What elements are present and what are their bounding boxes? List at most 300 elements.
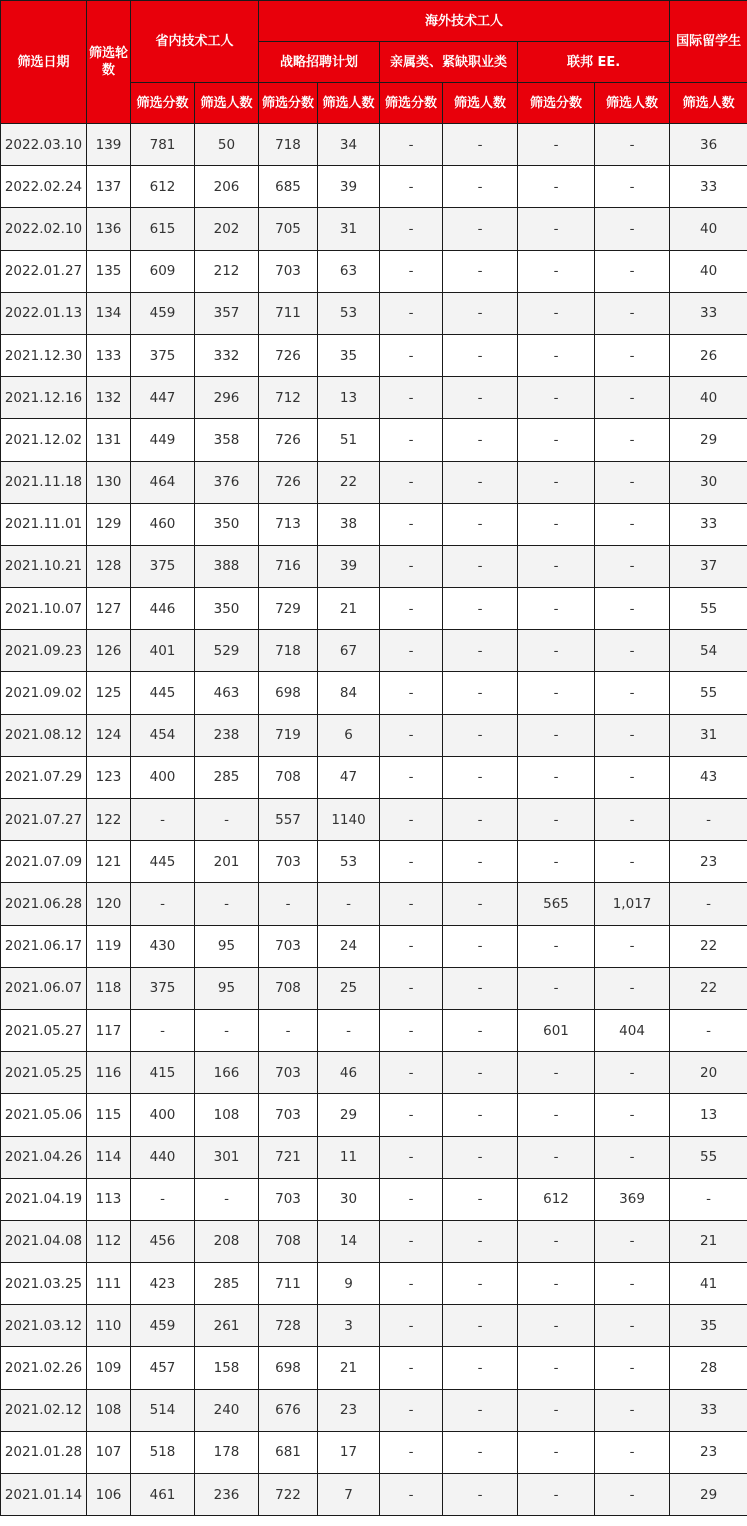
cell-family-score: - [380, 1052, 443, 1094]
header-score: 筛选分数 [131, 83, 195, 124]
cell-family-count: - [443, 841, 518, 883]
table-row [1, 1431, 747, 1473]
cell-international-count: 29 [670, 419, 747, 461]
cell-provincial-count: 463 [195, 672, 259, 714]
table-row [1, 1389, 747, 1431]
cell-provincial-count: 202 [195, 208, 259, 250]
cell-strategic-count: 21 [318, 588, 380, 630]
cell-date: 2022.01.27 [1, 250, 87, 292]
cell-family-score: - [380, 545, 443, 587]
cell-round: 122 [87, 799, 131, 841]
header-score: 筛选分数 [380, 83, 443, 124]
cell-strategic-count: 47 [318, 756, 380, 798]
cell-date: 2021.06.07 [1, 967, 87, 1009]
cell-round: 129 [87, 503, 131, 545]
cell-strategic-count: 23 [318, 1389, 380, 1431]
cell-date: 2021.11.18 [1, 461, 87, 503]
cell-provincial-score: - [131, 883, 195, 925]
cell-family-count: - [443, 1347, 518, 1389]
cell-provincial-score: 457 [131, 1347, 195, 1389]
cell-federal-ee-score: - [518, 377, 595, 419]
cell-strategic-count: 11 [318, 1136, 380, 1178]
cell-strategic-score: 726 [259, 461, 318, 503]
cell-date: 2021.12.02 [1, 419, 87, 461]
cell-federal-ee-score: - [518, 925, 595, 967]
cell-round: 127 [87, 588, 131, 630]
cell-date: 2021.01.28 [1, 1431, 87, 1473]
cell-provincial-score: 445 [131, 841, 195, 883]
cell-date: 2021.04.08 [1, 1220, 87, 1262]
cell-federal-ee-count: - [595, 756, 670, 798]
cell-round: 109 [87, 1347, 131, 1389]
cell-date: 2021.02.12 [1, 1389, 87, 1431]
cell-date: 2021.10.21 [1, 545, 87, 587]
cell-family-count: - [443, 1305, 518, 1347]
table-row [1, 377, 747, 419]
cell-strategic-count: 22 [318, 461, 380, 503]
cell-round: 125 [87, 672, 131, 714]
cell-provincial-score: - [131, 799, 195, 841]
cell-international-count: 35 [670, 1305, 747, 1347]
cell-family-score: - [380, 714, 443, 756]
cell-strategic-score: 708 [259, 756, 318, 798]
cell-provincial-score: 464 [131, 461, 195, 503]
cell-international-count: 20 [670, 1052, 747, 1094]
cell-federal-ee-count: - [595, 799, 670, 841]
cell-family-count: - [443, 208, 518, 250]
table-row [1, 883, 747, 925]
cell-strategic-count: - [318, 1009, 380, 1051]
cell-strategic-score: 685 [259, 166, 318, 208]
table-row [1, 1136, 747, 1178]
cell-provincial-score: 615 [131, 208, 195, 250]
cell-international-count: 23 [670, 841, 747, 883]
cell-family-score: - [380, 672, 443, 714]
cell-family-count: - [443, 166, 518, 208]
cell-family-count: - [443, 1136, 518, 1178]
cell-provincial-score: 447 [131, 377, 195, 419]
cell-federal-ee-count: - [595, 925, 670, 967]
cell-family-count: - [443, 1052, 518, 1094]
cell-federal-ee-score: - [518, 545, 595, 587]
cell-family-count: - [443, 799, 518, 841]
cell-federal-ee-count: - [595, 672, 670, 714]
cell-international-count: 28 [670, 1347, 747, 1389]
cell-family-score: - [380, 588, 443, 630]
cell-federal-ee-count: - [595, 503, 670, 545]
cell-federal-ee-score: - [518, 1305, 595, 1347]
cell-family-score: - [380, 925, 443, 967]
cell-family-score: - [380, 1305, 443, 1347]
cell-provincial-count: 108 [195, 1094, 259, 1136]
table-row [1, 714, 747, 756]
cell-federal-ee-count: - [595, 1136, 670, 1178]
table-row [1, 292, 747, 334]
cell-international-count: 22 [670, 925, 747, 967]
cell-family-count: - [443, 292, 518, 334]
table-row [1, 1052, 747, 1094]
cell-date: 2021.03.25 [1, 1263, 87, 1305]
table-row [1, 756, 747, 798]
cell-date: 2021.01.14 [1, 1474, 87, 1516]
table-row [1, 419, 747, 461]
cell-international-count: 33 [670, 292, 747, 334]
header-count: 筛选人数 [195, 83, 259, 124]
cell-strategic-count: 38 [318, 503, 380, 545]
cell-strategic-score: 703 [259, 1178, 318, 1220]
cell-international-count: 55 [670, 672, 747, 714]
cell-federal-ee-score: - [518, 503, 595, 545]
cell-provincial-count: 240 [195, 1389, 259, 1431]
cell-round: 121 [87, 841, 131, 883]
cell-date: 2021.05.27 [1, 1009, 87, 1051]
cell-international-count: - [670, 1178, 747, 1220]
cell-federal-ee-count: - [595, 1305, 670, 1347]
cell-strategic-score: 676 [259, 1389, 318, 1431]
cell-international-count: 29 [670, 1474, 747, 1516]
cell-family-score: - [380, 292, 443, 334]
cell-provincial-score: 449 [131, 419, 195, 461]
cell-federal-ee-score: - [518, 1220, 595, 1262]
cell-federal-ee-score: - [518, 714, 595, 756]
cell-federal-ee-count: 1,017 [595, 883, 670, 925]
cell-provincial-count: 201 [195, 841, 259, 883]
header-strategic-recruitment: 战略招聘计划 [259, 42, 380, 83]
table-row [1, 250, 747, 292]
cell-round: 134 [87, 292, 131, 334]
table-body [1, 124, 747, 1516]
cell-strategic-count: 31 [318, 208, 380, 250]
cell-provincial-count: 208 [195, 1220, 259, 1262]
table-row [1, 545, 747, 587]
cell-family-count: - [443, 672, 518, 714]
cell-international-count: 36 [670, 124, 747, 166]
cell-strategic-score: 726 [259, 334, 318, 376]
cell-family-score: - [380, 208, 443, 250]
cell-federal-ee-count: - [595, 419, 670, 461]
cell-federal-ee-count: - [595, 841, 670, 883]
cell-family-count: - [443, 1009, 518, 1051]
cell-strategic-count: 21 [318, 1347, 380, 1389]
cell-strategic-score: - [259, 883, 318, 925]
cell-strategic-score: 716 [259, 545, 318, 587]
cell-international-count: - [670, 799, 747, 841]
cell-federal-ee-count: - [595, 166, 670, 208]
cell-provincial-score: - [131, 1009, 195, 1051]
cell-provincial-count: 350 [195, 588, 259, 630]
cell-date: 2021.07.27 [1, 799, 87, 841]
cell-family-count: - [443, 925, 518, 967]
cell-federal-ee-score: - [518, 1052, 595, 1094]
cell-strategic-score: 711 [259, 292, 318, 334]
cell-strategic-count: 24 [318, 925, 380, 967]
cell-provincial-count: 95 [195, 925, 259, 967]
cell-strategic-score: 728 [259, 1305, 318, 1347]
cell-family-count: - [443, 1431, 518, 1473]
cell-international-count: 30 [670, 461, 747, 503]
cell-round: 130 [87, 461, 131, 503]
cell-strategic-count: 29 [318, 1094, 380, 1136]
cell-family-score: - [380, 124, 443, 166]
table-row [1, 166, 747, 208]
cell-international-count: 13 [670, 1094, 747, 1136]
cell-federal-ee-count: - [595, 588, 670, 630]
table-header [1, 1, 747, 124]
cell-family-score: - [380, 377, 443, 419]
cell-family-score: - [380, 799, 443, 841]
cell-provincial-count: 358 [195, 419, 259, 461]
table-row [1, 334, 747, 376]
cell-family-score: - [380, 1220, 443, 1262]
table-row [1, 461, 747, 503]
cell-family-count: - [443, 250, 518, 292]
cell-date: 2021.06.17 [1, 925, 87, 967]
cell-date: 2021.11.01 [1, 503, 87, 545]
cell-international-count: 31 [670, 714, 747, 756]
cell-provincial-count: - [195, 1009, 259, 1051]
cell-family-score: - [380, 1009, 443, 1051]
cell-date: 2021.12.16 [1, 377, 87, 419]
cell-international-count: 40 [670, 250, 747, 292]
cell-date: 2022.02.24 [1, 166, 87, 208]
cell-federal-ee-score: - [518, 419, 595, 461]
cell-date: 2021.06.28 [1, 883, 87, 925]
cell-strategic-score: - [259, 1009, 318, 1051]
table-row [1, 503, 747, 545]
cell-provincial-score: 514 [131, 1389, 195, 1431]
cell-strategic-count: 25 [318, 967, 380, 1009]
table-row [1, 1220, 747, 1262]
cell-family-score: - [380, 630, 443, 672]
cell-round: 137 [87, 166, 131, 208]
cell-provincial-score: 445 [131, 672, 195, 714]
cell-federal-ee-count: - [595, 250, 670, 292]
cell-family-score: - [380, 841, 443, 883]
cell-family-count: - [443, 377, 518, 419]
cell-provincial-count: 166 [195, 1052, 259, 1094]
cell-strategic-count: 9 [318, 1263, 380, 1305]
cell-round: 132 [87, 377, 131, 419]
header-score: 筛选分数 [259, 83, 318, 124]
table-row [1, 1263, 747, 1305]
cell-international-count: 43 [670, 756, 747, 798]
cell-provincial-score: 415 [131, 1052, 195, 1094]
cell-federal-ee-score: - [518, 461, 595, 503]
cell-federal-ee-count: - [595, 1220, 670, 1262]
table-row [1, 672, 747, 714]
table-row [1, 630, 747, 672]
cell-family-count: - [443, 545, 518, 587]
cell-date: 2021.02.26 [1, 1347, 87, 1389]
cell-provincial-score: 446 [131, 588, 195, 630]
cell-strategic-count: 35 [318, 334, 380, 376]
cell-strategic-count: 39 [318, 545, 380, 587]
cell-provincial-score: 400 [131, 756, 195, 798]
cell-date: 2021.09.02 [1, 672, 87, 714]
cell-international-count: 33 [670, 503, 747, 545]
cell-family-count: - [443, 124, 518, 166]
cell-provincial-count: 206 [195, 166, 259, 208]
cell-provincial-count: 357 [195, 292, 259, 334]
table-row [1, 1178, 747, 1220]
header-date: 筛选日期 [1, 1, 87, 124]
cell-federal-ee-count: - [595, 1347, 670, 1389]
cell-provincial-score: 459 [131, 292, 195, 334]
cell-date: 2021.05.25 [1, 1052, 87, 1094]
cell-family-count: - [443, 334, 518, 376]
cell-federal-ee-count: 369 [595, 1178, 670, 1220]
cell-federal-ee-score: - [518, 841, 595, 883]
cell-strategic-score: 703 [259, 841, 318, 883]
cell-family-score: - [380, 883, 443, 925]
cell-strategic-count: 14 [318, 1220, 380, 1262]
header-count: 筛选人数 [318, 83, 380, 124]
cell-international-count: - [670, 883, 747, 925]
cell-federal-ee-score: - [518, 334, 595, 376]
cell-strategic-score: 698 [259, 672, 318, 714]
cell-date: 2022.03.10 [1, 124, 87, 166]
cell-provincial-score: - [131, 1178, 195, 1220]
table-row [1, 1347, 747, 1389]
cell-family-score: - [380, 1389, 443, 1431]
cell-strategic-score: 729 [259, 588, 318, 630]
cell-international-count: 40 [670, 377, 747, 419]
cell-federal-ee-count: - [595, 1263, 670, 1305]
table-row [1, 1305, 747, 1347]
cell-international-count: 37 [670, 545, 747, 587]
cell-provincial-score: 375 [131, 545, 195, 587]
cell-federal-ee-count: - [595, 208, 670, 250]
cell-federal-ee-count: 404 [595, 1009, 670, 1051]
cell-strategic-score: 713 [259, 503, 318, 545]
cell-strategic-count: 17 [318, 1431, 380, 1473]
cell-federal-ee-score: - [518, 756, 595, 798]
cell-federal-ee-score: - [518, 1094, 595, 1136]
cell-family-score: - [380, 756, 443, 798]
cell-round: 133 [87, 334, 131, 376]
cell-provincial-count: 212 [195, 250, 259, 292]
cell-federal-ee-count: - [595, 1389, 670, 1431]
cell-strategic-count: 13 [318, 377, 380, 419]
cell-date: 2021.04.26 [1, 1136, 87, 1178]
cell-strategic-score: 726 [259, 419, 318, 461]
cell-family-count: - [443, 419, 518, 461]
cell-federal-ee-score: - [518, 1389, 595, 1431]
cell-federal-ee-score: 565 [518, 883, 595, 925]
cell-strategic-count: 53 [318, 841, 380, 883]
cell-family-score: - [380, 1136, 443, 1178]
cell-provincial-score: 460 [131, 503, 195, 545]
cell-strategic-score: 721 [259, 1136, 318, 1178]
cell-federal-ee-count: - [595, 124, 670, 166]
cell-strategic-count: 34 [318, 124, 380, 166]
cell-date: 2021.04.19 [1, 1178, 87, 1220]
table-row [1, 967, 747, 1009]
cell-federal-ee-score: - [518, 166, 595, 208]
cell-round: 115 [87, 1094, 131, 1136]
cell-family-count: - [443, 461, 518, 503]
cell-family-count: - [443, 1474, 518, 1516]
cell-provincial-score: 518 [131, 1431, 195, 1473]
cell-strategic-count: - [318, 883, 380, 925]
table-row [1, 208, 747, 250]
cell-provincial-count: 296 [195, 377, 259, 419]
cell-international-count: 33 [670, 166, 747, 208]
header-federal-ee: 联邦 EE. [518, 42, 670, 83]
cell-round: 126 [87, 630, 131, 672]
header-count: 筛选人数 [595, 83, 670, 124]
cell-round: 116 [87, 1052, 131, 1094]
cell-family-score: - [380, 1178, 443, 1220]
cell-date: 2021.12.30 [1, 334, 87, 376]
cell-international-count: 21 [670, 1220, 747, 1262]
cell-strategic-count: 7 [318, 1474, 380, 1516]
cell-strategic-score: 719 [259, 714, 318, 756]
cell-strategic-count: 51 [318, 419, 380, 461]
cell-round: 114 [87, 1136, 131, 1178]
cell-provincial-count: 236 [195, 1474, 259, 1516]
cell-international-count: 55 [670, 588, 747, 630]
header-count: 筛选人数 [670, 83, 747, 124]
cell-strategic-score: 718 [259, 124, 318, 166]
cell-federal-ee-score: - [518, 1474, 595, 1516]
cell-strategic-score: 712 [259, 377, 318, 419]
cell-federal-ee-score: - [518, 1263, 595, 1305]
table-row [1, 925, 747, 967]
cell-federal-ee-count: - [595, 334, 670, 376]
cell-family-count: - [443, 883, 518, 925]
cell-family-count: - [443, 630, 518, 672]
cell-strategic-score: 711 [259, 1263, 318, 1305]
cell-provincial-count: - [195, 1178, 259, 1220]
cell-strategic-count: 53 [318, 292, 380, 334]
cell-round: 124 [87, 714, 131, 756]
cell-provincial-score: 375 [131, 334, 195, 376]
table-row [1, 124, 747, 166]
cell-date: 2022.01.13 [1, 292, 87, 334]
header-score: 筛选分数 [518, 83, 595, 124]
cell-date: 2021.09.23 [1, 630, 87, 672]
cell-strategic-count: 3 [318, 1305, 380, 1347]
cell-family-count: - [443, 1094, 518, 1136]
cell-international-count: 26 [670, 334, 747, 376]
cell-strategic-score: 703 [259, 1052, 318, 1094]
cell-federal-ee-count: - [595, 1052, 670, 1094]
cell-round: 118 [87, 967, 131, 1009]
cell-round: 111 [87, 1263, 131, 1305]
cell-federal-ee-score: - [518, 588, 595, 630]
cell-provincial-score: 781 [131, 124, 195, 166]
cell-provincial-score: 375 [131, 967, 195, 1009]
cell-strategic-score: 557 [259, 799, 318, 841]
cell-federal-ee-count: - [595, 1431, 670, 1473]
cell-strategic-count: 30 [318, 1178, 380, 1220]
cell-strategic-count: 1140 [318, 799, 380, 841]
cell-provincial-count: - [195, 883, 259, 925]
cell-family-score: - [380, 503, 443, 545]
cell-family-score: - [380, 1431, 443, 1473]
cell-federal-ee-count: - [595, 292, 670, 334]
cell-provincial-score: 456 [131, 1220, 195, 1262]
cell-international-count: 23 [670, 1431, 747, 1473]
cell-round: 131 [87, 419, 131, 461]
cell-federal-ee-score: - [518, 250, 595, 292]
cell-strategic-score: 708 [259, 967, 318, 1009]
header-provincial-skilled: 省内技术工人 [131, 1, 259, 83]
cell-strategic-score: 705 [259, 208, 318, 250]
cell-family-score: - [380, 334, 443, 376]
cell-provincial-count: 238 [195, 714, 259, 756]
